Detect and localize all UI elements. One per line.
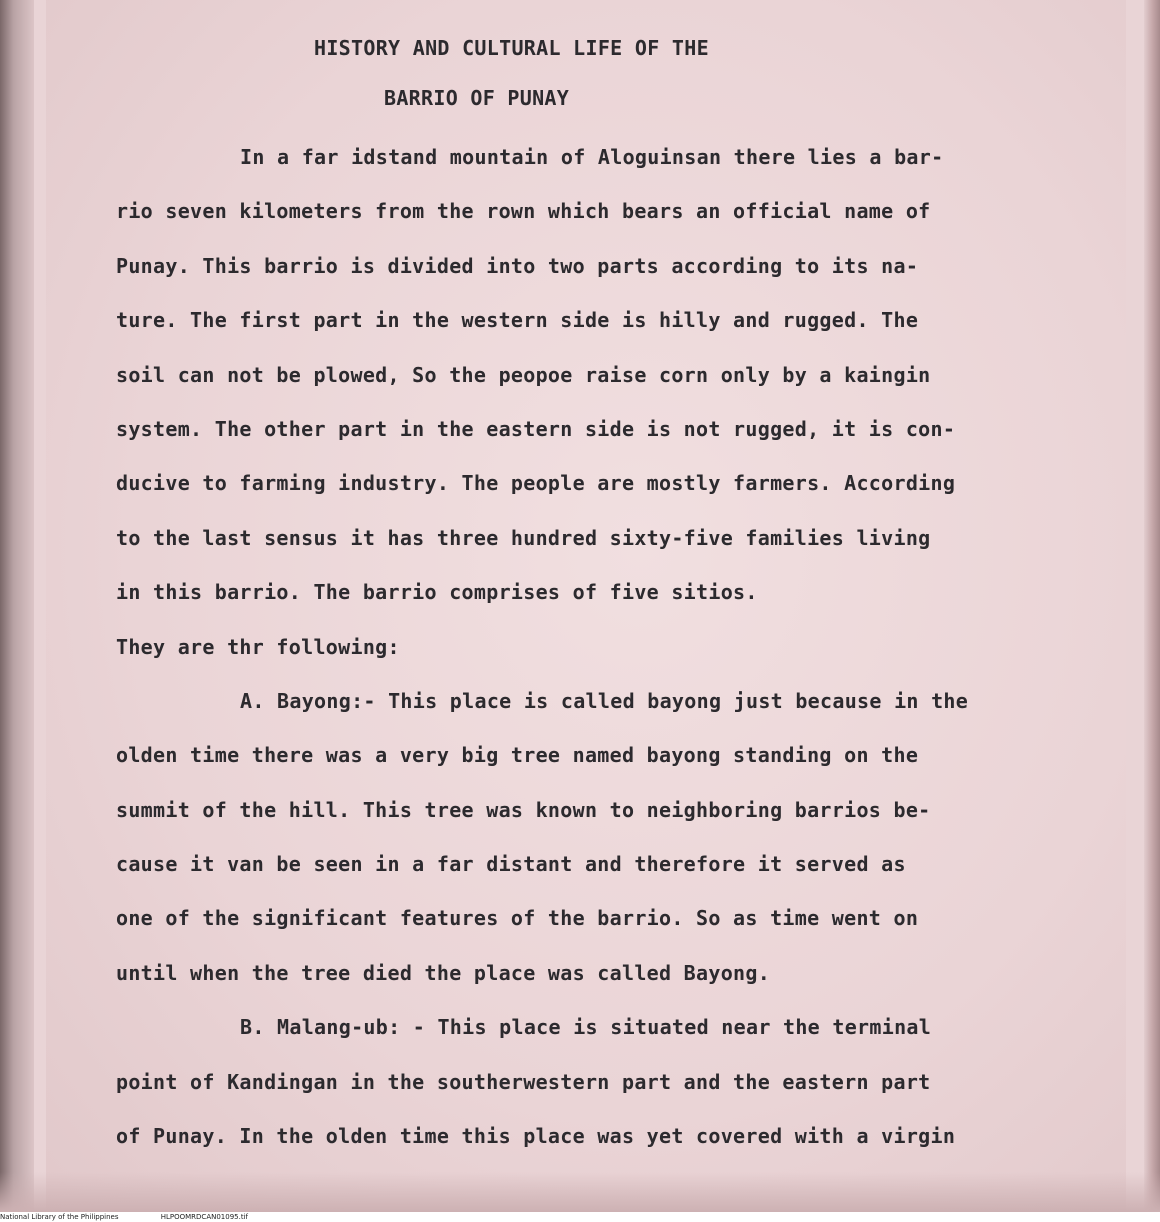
text-line: soil can not be plowed, So the peopoe raise corn only by a kaingin: [116, 362, 931, 387]
text-line: rio seven kilometers from the rown which bears an official name of: [116, 199, 931, 224]
text-line: They are thr following:: [116, 634, 400, 659]
page-edge-bottom: [0, 1172, 1160, 1212]
document-title-line-1: HISTORY AND CULTURAL LIFE OF THE: [314, 36, 709, 60]
text-line: one of the significant features of the barrio. So as time went on: [116, 906, 919, 931]
text-line: In a far idstand mountain of Aloguinsan there lies a bar-: [240, 145, 944, 169]
text-line: point of Kandingan in the southerwestern part and the eastern part: [116, 1069, 931, 1094]
text-line: ture. The first part in the western side is hilly and rugged. The: [116, 308, 919, 333]
footer-filename: HLPOOMRDCAN01095.tif: [160, 1213, 248, 1221]
text-line: system. The other part in the eastern side is not rugged, it is con-: [116, 416, 956, 441]
text-line: ducive to farming industry. The people are mostly farmers. According: [116, 471, 956, 496]
text-line: olden time there was a very big tree named bayong standing on the: [116, 743, 919, 768]
text-line: of Punay. In the olden time this place was yet covered with a virgin: [116, 1124, 956, 1149]
text-line: to the last sensus it has three hundred sixty-five families living: [116, 525, 931, 550]
scan-footer: [0, 1212, 1160, 1222]
document-title-line-2: BARRIO OF PUNAY: [384, 86, 570, 110]
text-line: until when the tree died the place was called Bayong.: [116, 960, 771, 985]
text-line: summit of the hill. This tree was known to neighboring barrios be-: [116, 797, 931, 822]
footer-library: National Library of the Philippines: [0, 1213, 119, 1221]
text-line: cause it van be seen in a far distant and therefore it served as: [116, 852, 906, 877]
text-line: in this barrio. The barrio comprises of five sitios.: [116, 580, 758, 605]
typed-text-block: [116, 28, 1046, 1163]
book-gutter: [0, 0, 34, 1212]
page-edge-right: [1144, 0, 1160, 1212]
text-line: Punay. This barrio is divided into two parts according to its na-: [116, 253, 919, 278]
text-line: A. Bayong:- This place is called bayong just because in the: [240, 688, 969, 713]
text-line: B. Malang-ub: - This place is situated near the terminal: [240, 1015, 932, 1040]
